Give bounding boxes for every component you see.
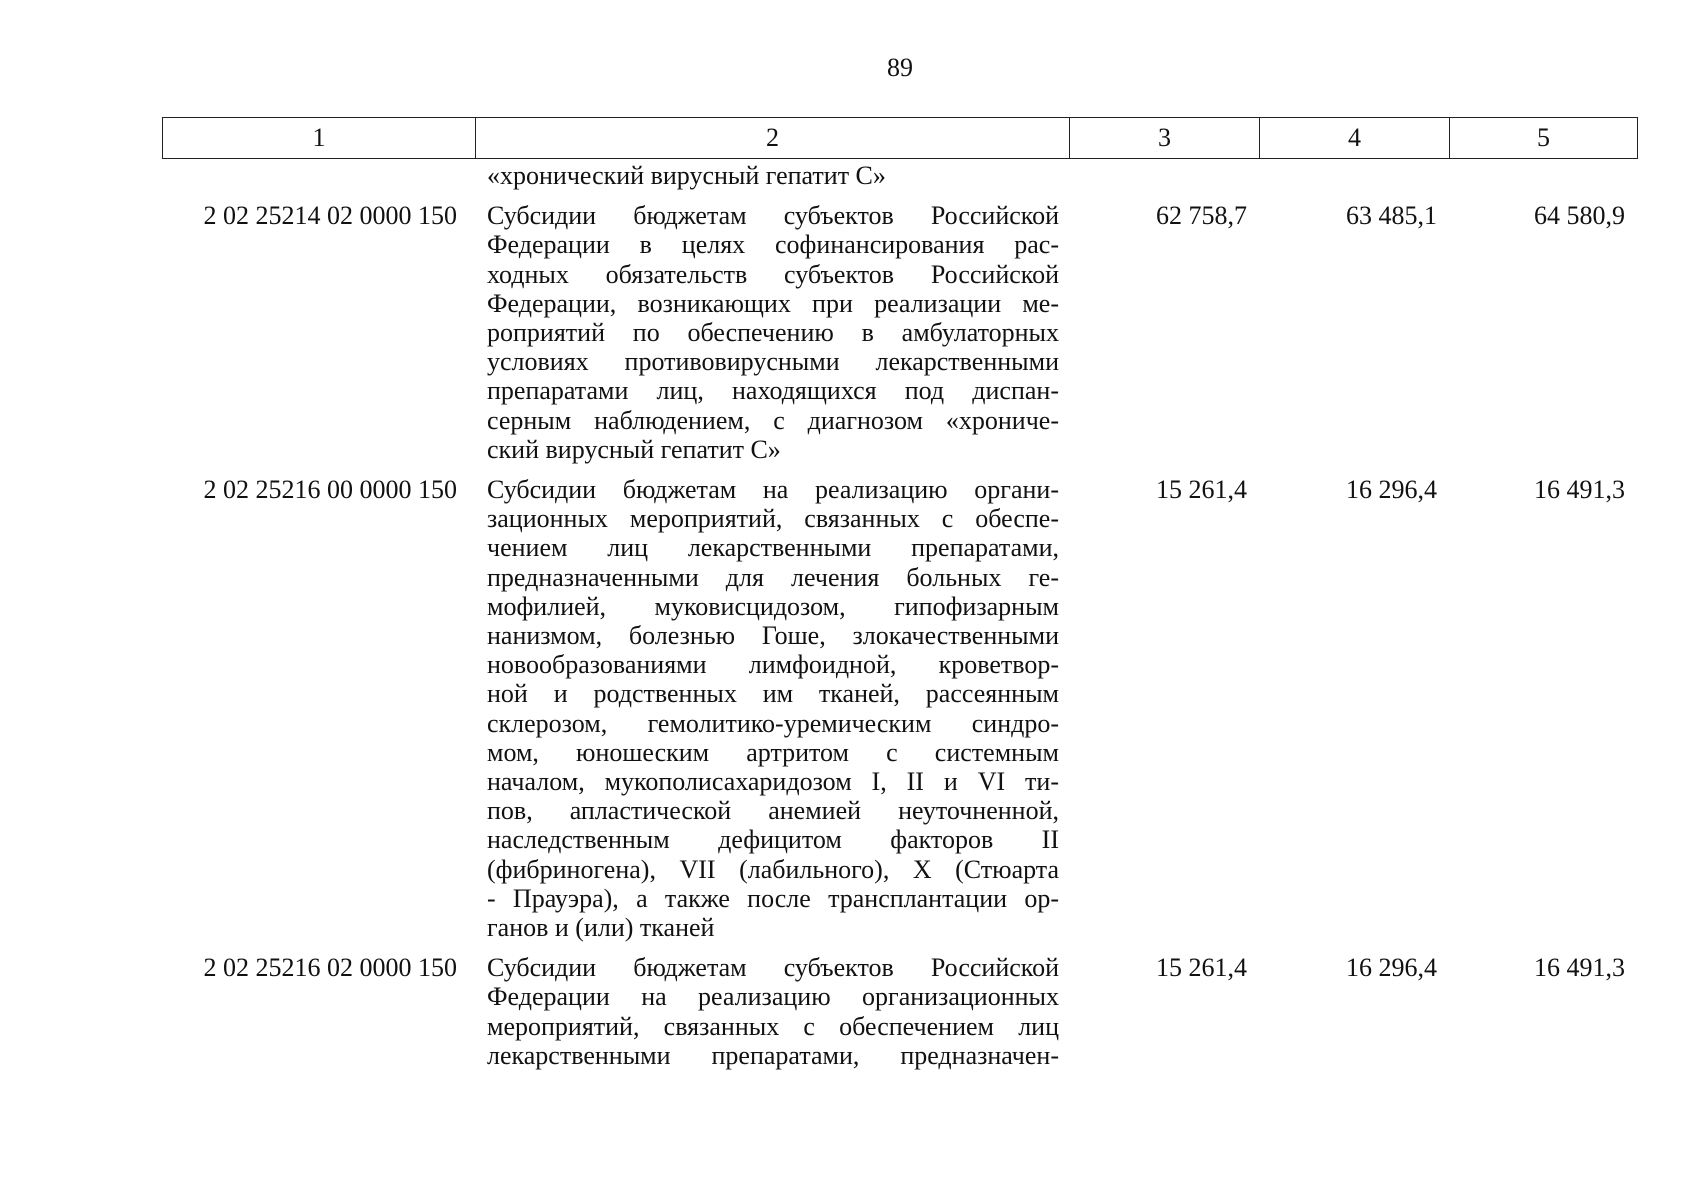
budget-code: 2 02 25214 02 0000 150: [203, 201, 457, 231]
amount-col-5: 64 580,9: [1534, 201, 1625, 231]
name-line: предназначенными для лечения больных ге-: [487, 562, 1059, 592]
name-line: наследственным дефицитом факторов II: [487, 825, 1059, 855]
column-number-2: 2: [476, 118, 1070, 159]
name-cell: [475, 161, 1069, 190]
name-line: Федерации на реализацию организационных: [487, 982, 1059, 1012]
name-line: роприятий по обеспечению в амбулаторных: [487, 318, 1059, 348]
name-line: склерозом, гемолитико-уремическим синдро-: [487, 708, 1059, 738]
name-line: серным наблюдением, с диагнозом «хрониче-: [487, 405, 1059, 435]
name-line: ной и родственных им тканей, рассеянным: [487, 679, 1059, 709]
column-number-3: 3: [1070, 118, 1260, 159]
income-name: [475, 953, 1069, 1070]
name-line: Федерации в целях софинансирования рас-: [487, 230, 1059, 260]
name-line: пов, апластической анемией неуточненной,: [487, 796, 1059, 826]
value-cell-3: [1069, 161, 1259, 190]
name-line: чением лиц лекарственными препаратами,: [487, 533, 1059, 563]
income-name: [475, 475, 1069, 942]
amount-col-4: 16 296,4: [1346, 475, 1437, 505]
table-row: [162, 953, 1637, 1070]
table-row: [162, 201, 1637, 464]
name-line: мероприятий, связанных с обеспечением лиц: [487, 1011, 1059, 1041]
table-header: [162, 117, 1638, 159]
amount-col-5: 16 491,3: [1534, 475, 1625, 505]
name-line: Субсидии бюджетам субъектов Российской: [487, 953, 1059, 983]
name-line: Федерации, возникающих при реализации ме-: [487, 288, 1059, 318]
value-cell-4: [1259, 161, 1449, 190]
amount-col-4: 63 485,1: [1346, 201, 1437, 231]
amount-col-5: 16 491,3: [1534, 953, 1625, 983]
name-line: Субсидии бюджетам на реализацию органи-: [487, 475, 1059, 505]
name-line: мом, юношеским артритом с системным: [487, 737, 1059, 767]
name-line: Субсидии бюджетам субъектов Российской: [487, 201, 1059, 231]
column-number-5: 5: [1450, 118, 1638, 159]
income-name: [475, 201, 1069, 464]
amount-col-3: 15 261,4: [1156, 953, 1247, 983]
name-line: ский вирусный гепатит С»: [487, 434, 781, 464]
amount-col-4: 16 296,4: [1346, 953, 1437, 983]
name-line: «хронический вирусный гепатит С»: [487, 161, 886, 190]
column-number-1: 1: [163, 118, 476, 159]
name-line: препаратами лиц, находящихся под диспан-: [487, 376, 1059, 406]
value-cell-5: [1449, 161, 1637, 190]
name-line: ганов и (или) тканей: [487, 913, 715, 943]
name-line: мофилией, муковисцидозом, гипофизарным: [487, 591, 1059, 621]
name-line: ходных обязательств субъектов Российской: [487, 259, 1059, 289]
name-line: - Прауэра), а также после трансплантации ор-: [487, 883, 1059, 913]
amount-col-3: 15 261,4: [1156, 475, 1247, 505]
page-number: 89: [887, 53, 913, 82]
amount-col-3: 62 758,7: [1156, 201, 1247, 231]
code-cell: [162, 161, 475, 190]
name-line: нанизмом, болезнью Гоше, злокачественными: [487, 621, 1059, 651]
table-row-continuation: [162, 161, 1637, 190]
budget-code: 2 02 25216 00 0000 150: [203, 475, 457, 505]
table-row: [162, 475, 1637, 942]
budget-code: 2 02 25216 02 0000 150: [203, 953, 457, 983]
column-number-4: 4: [1260, 118, 1450, 159]
name-line: условиях противовирусными лекарственными: [487, 347, 1059, 377]
name-line: новообразованиями лимфоидной, кроветвор-: [487, 650, 1059, 680]
rows-container: [162, 201, 1637, 1070]
name-line: лекарственными препаратами, предназначен-: [487, 1040, 1059, 1070]
name-line: началом, мукополисахаридозом I, II и VI ти-: [487, 767, 1059, 797]
table-body: [162, 161, 1637, 1070]
name-line: зационных мероприятий, связанных с обеспе-: [487, 504, 1059, 534]
name-line: (фибриногена), VII (лабильного), X (Стюарта: [487, 854, 1059, 884]
